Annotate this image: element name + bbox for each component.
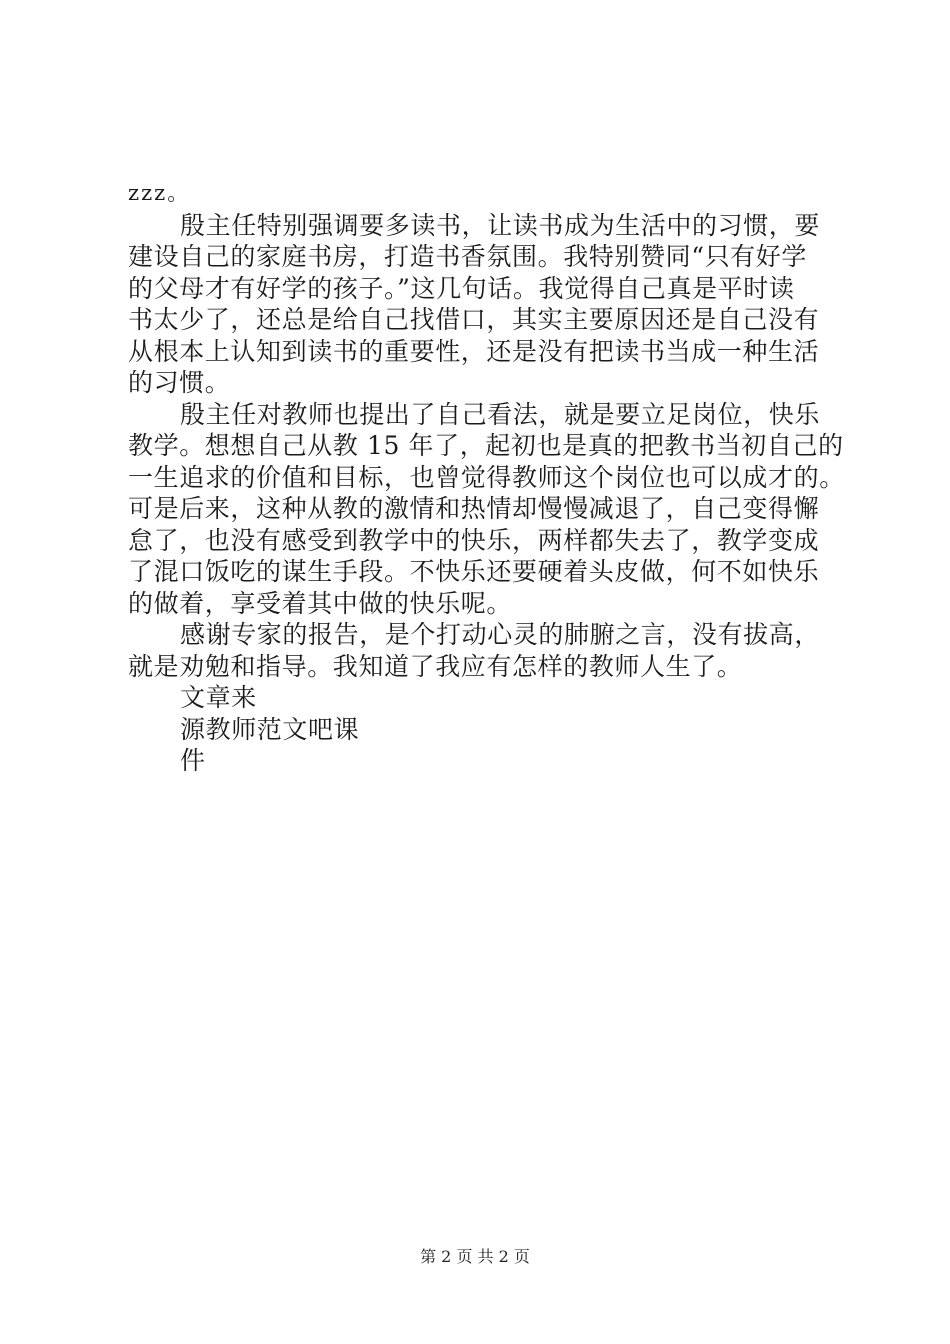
text-line: 殷主任特别强调要多读书，让读书成为生活中的习惯，要	[180, 210, 821, 240]
text-line: 的习惯。	[128, 368, 231, 397]
text-line: 的做着，享受着其中做的快乐呢。	[128, 588, 513, 618]
text-line: 一生追求的价值和目标，也曾觉得教师这个岗位也可以成才的。	[128, 462, 845, 492]
text-line: 殷主任对教师也提出了自己看法，就是要立足岗位，快乐	[180, 399, 821, 429]
text-line: zzz。	[128, 181, 191, 205]
document-body	[128, 178, 848, 777]
text-line: 感谢专家的报告，是个打动心灵的肺腑之言，没有拔高，	[180, 620, 821, 649]
text-line: 就是劝勉和指导。我知道了我应有怎样的教师人生了。	[128, 651, 743, 681]
text-line: 书太少了，还总是给自己找借口，其实主要原因还是自己没有	[128, 305, 820, 334]
page-footer	[0, 1244, 950, 1267]
text-line: 教学。想想自己从教 15 年了，起初也是真的把教书当初自己的	[128, 431, 844, 460]
text-line: 怠了，也没有感受到教学中的快乐，两样都失去了，教学变成	[128, 525, 820, 555]
text-line: 建设自己的家庭书房，打造书香氛围。我特别赞同“只有好学	[128, 242, 807, 271]
text-line: 可是后来，这种从教的激情和热情却慢慢减退了，自己变得懈	[128, 494, 820, 523]
text-line: 的父母才有好学的孩子。”这几句话。我觉得自己真是平时读	[128, 273, 795, 303]
text-line: 件	[180, 746, 206, 775]
text-line: 源教师范文吧课	[180, 714, 360, 744]
page-number-label: 第 2 页 共 2 页	[420, 1247, 530, 1266]
text-line: 从根本上认知到读书的重要性，还是没有把读书当成一种生活	[128, 336, 820, 366]
text-line: 了混口饭吃的谋生手段。不快乐还要硬着头皮做，何不如快乐	[128, 557, 820, 586]
text-line: 文章来	[180, 683, 257, 712]
